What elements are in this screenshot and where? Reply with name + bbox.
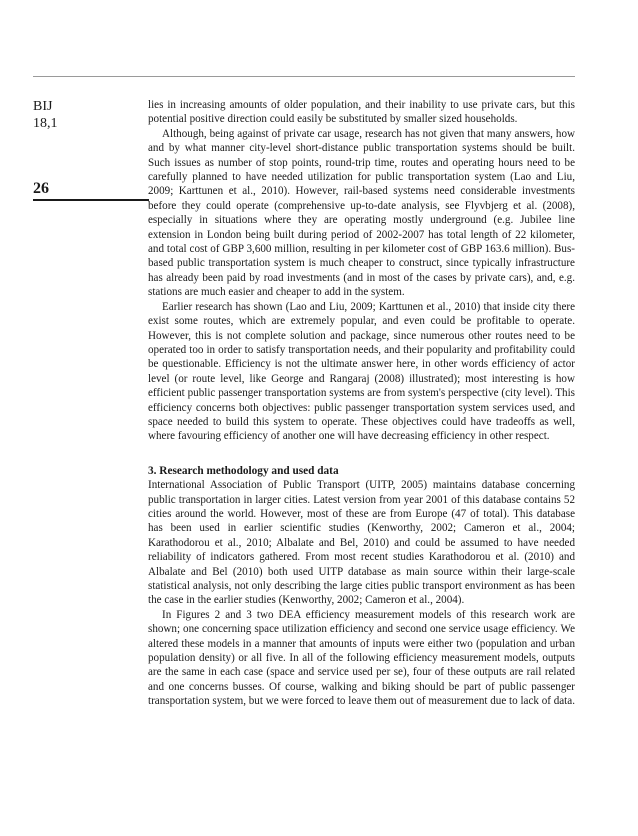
paragraph: In Figures 2 and 3 two DEA efficiency measurement models of this research work are shown; one concerning space utilization efficiency and second one service usage efficiency. We altered these models in a manner that amounts of inputs were either two (population and urban population density) or all five. In all of the following efficiency measurement models, outputs are the same in each case (space and service used per se), four of these outputs are rail related and one concerns busses. Of course, walking and biking should be part of public passenger transportation system, but we were forced to leave them out of measurement due to lack of data. — [148, 608, 575, 708]
body-text — [148, 98, 575, 709]
journal-info — [33, 98, 58, 132]
header-rule — [33, 76, 575, 77]
journal-name: BIJ — [33, 99, 53, 114]
paragraph: lies in increasing amounts of older population, and their inability to use private cars, but this potential positive direction could easily be substituted by smaller sized households. — [148, 99, 575, 126]
paragraph: International Association of Public Transport (UITP, 2005) maintains database concerning public transportation in larger cities. Latest version from year 2001 of this database contains 52 cities around the world. However, most of these are from Europe (47 of total). This database has been used in earlier scientific studies (Kenworthy, 2002; Cameron et al., 2004; Karathodorou et al., 2010; Albalate and Bel, 2010) and could be assumed to have needed reliability of indicators gathered. From most recent studies Karathodorou et al. (2010) and Albalate and Bel (2010) both used UITP database as main source within their large-scale statistical analysis, not only describing the large cities public transport environment as has been the case in the earlier studies (Kenworthy, 2002; Cameron et al., 2004). — [148, 479, 575, 607]
page-number-rule — [33, 199, 149, 201]
section-heading: 3. Research methodology and used data — [148, 464, 339, 477]
volume-issue: 18,1 — [33, 116, 58, 131]
paragraph: Earlier research has shown (Lao and Liu, 2009; Karttunen et al., 2010) that inside city there exist some routes, which are extremely popular, and even could be profitable to operate. However, this is not complete solution and package, since numerous other routes need to be operated too in order to satisfy transportation needs, and their popularity and profitability could be questionable. Efficiency is not the ultimate answer here, in other words efficiency of actor level (or route level, like George and Rangaraj (2008) illustrated); most interesting is how efficient public passenger transportation systems are from system's perspective (city level). This efficiency concerns both objectives: public passenger transportation system services used, and space needed to build this system to operate. These objectives could have tradeoffs as well, where favouring efficiency of another one will have decreasing efficiency in other respect. — [148, 300, 575, 443]
page-number: 26 — [33, 180, 49, 197]
paragraph: Although, being against of private car usage, research has not given that many answers, how and by what manner city-level short-distance public transportation systems should be built. Such issues as number of stop points, round-trip time, routes and operating hours need to be carefully planned to have needed utilization for public transportation system (Lao and Liu, 2009; Karttunen et al., 2010). However, rail-based systems need considerable investments before they could operate (comprehensive up-to-date analysis, see Flyvbjerg et al. (2008), especially in situations where they are operating mostly underground (e.g. Jubilee line extension in London being built during period of 2002-2007 has total length of 22 kilometer, and total cost of GBP 3,600 million, resulting in per kilometer cost of GBP 163.6 million). Bus-based public transportation system is much cheaper to construct, since typically infrastructure has already been paid by road investments (and in most of the cases by private cars), and, e.g. stations are much easier and cheaper to add in the system. — [148, 127, 575, 299]
